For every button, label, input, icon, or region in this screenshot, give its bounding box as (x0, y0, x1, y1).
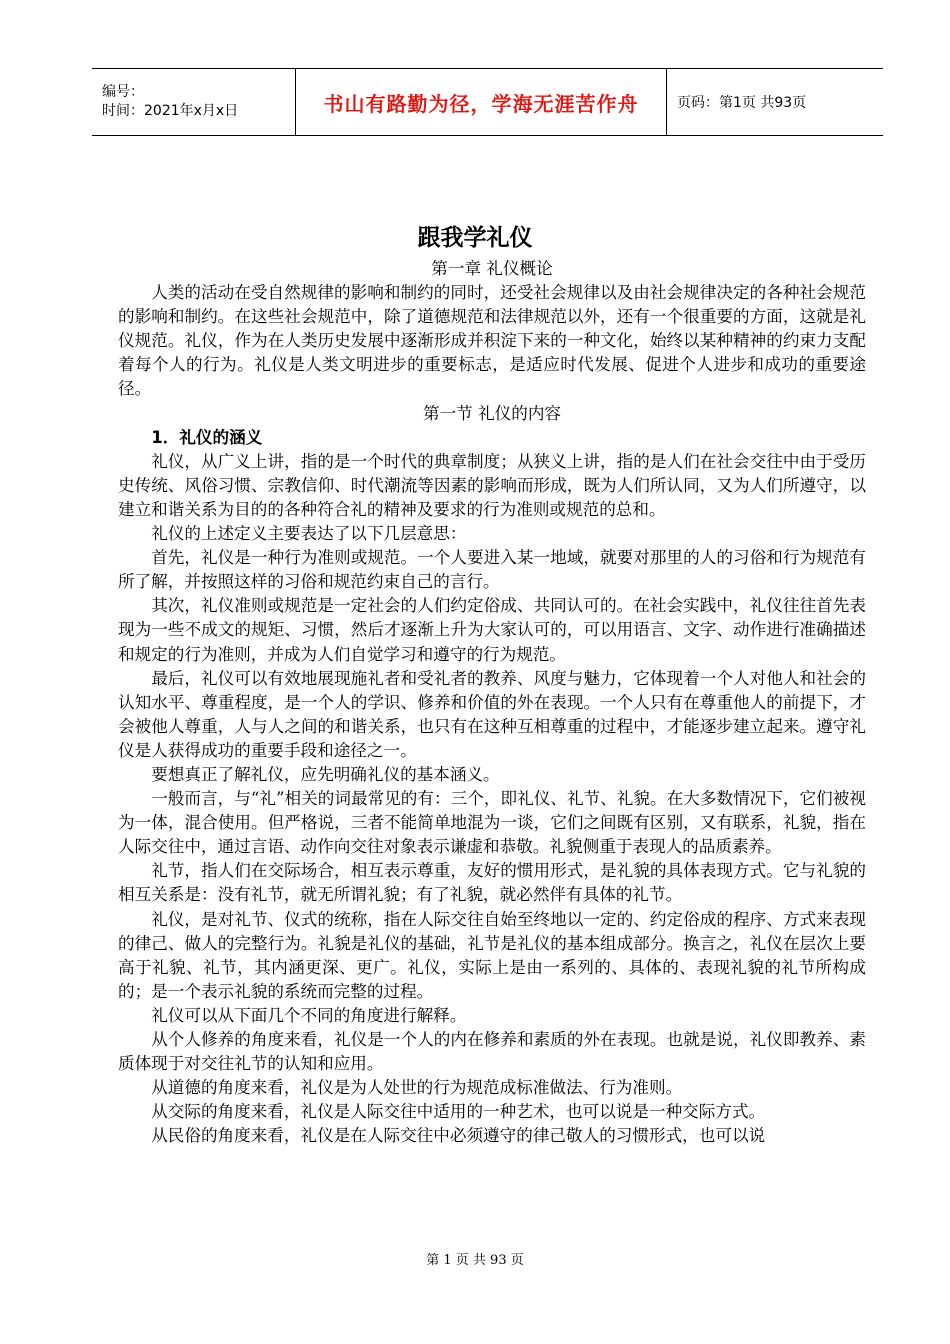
paragraph: 从道德的角度来看，礼仪是为人处世的行为规范成标准做法、行为准则。 (151, 1078, 683, 1098)
paragraph: 从交际的角度来看，礼仪是人际交往中适用的一种艺术，也可以说是一种交际方式。 (151, 1102, 766, 1122)
paragraph: 礼仪可以从下面几个不同的角度进行解释。 (151, 1005, 467, 1025)
intro-paragraph: 人类的活动在受自然规律的影响和制约的同时，还受社会规律以及由社会规律决定的各种社会规范的影响和制约。在这些社会规范中，除了道德规范和法律规范以外，还有一个很重要的方面，这就是礼仪规范。礼仪，作为在人类历史发展中逐渐形成并积淀下来的一种文化，始终以某种精神的约束力支配着每个人的行为。礼仪是人类文明进步的重要标志，是适应时代发展、促进个人进步和成功的重要途径。 (118, 283, 866, 399)
serial-label: 编号： (102, 84, 144, 100)
paragraph: 礼仪的上述定义主要表达了以下几层意思： (151, 524, 467, 544)
paragraph: 礼仪，是对礼节、仪式的统称，指在人际交往自始至终地以一定的、约定俗成的程序、方式来表现的律己、做人的完整行为。礼貌是礼仪的基础，礼节是礼仪的基本组成部分。换言之，礼仪在层次上要高于礼貌、礼节，其内涵更深、更广。礼仪，实际上是由一系列的、具体的、表现礼貌的礼节所构成的；是一个表示礼貌的系统而完整的过程。 (118, 909, 866, 1001)
paragraph: 从个人修养的角度来看，礼仪是一个人的内在修养和素质的外在表现。也就是说，礼仪即教养、素质体现于对交往礼节的认知和应用。 (118, 1030, 866, 1074)
document-title: 跟我学礼仪 (417, 225, 533, 251)
paragraph: 一般而言，与“礼”相关的词最常见的有：三个，即礼仪、礼节、礼貌。在大多数情况下，它们被视为一体，混合使用。但严格说，三者不能简单地混为一谈，它们之间既有区别，又有联系，礼貌，指在人际交往中，通过言语、动作向交往对象表示谦虚和恭敬。礼貌侧重于表现人的品质素养。 (118, 789, 866, 857)
time-label: 时间：2021年x月x日 (102, 103, 239, 119)
document-body (118, 257, 866, 1148)
header-page-cell (667, 69, 883, 135)
paragraph: 礼仪，从广义上讲，指的是一个时代的典章制度；从狭义上讲，指的是人们在社会交往中由于受历史传统、风俗习惯、宗教信仰、时代潮流等因素的影响而形成，既为人们所认同，又为人们所遵守，以建立和谐关系为目的的各种符合礼的精神及要求的行为准则或规范的总和。 (118, 451, 866, 519)
item-heading: 1．礼仪的涵义 (151, 427, 263, 447)
motto: 书山有路勤为径，学海无涯苦作舟 (323, 91, 639, 116)
page-footer: 第 1 页 共 93 页 (426, 1253, 524, 1268)
paragraph: 礼节，指人们在交际场合，相互表示尊重，友好的惯用形式，是礼貌的具体表现方式。它与礼貌的相互关系是：没有礼节，就无所谓礼貌；有了礼貌，就必然伴有具体的礼节。 (118, 861, 866, 905)
header-table (92, 68, 883, 136)
paragraph: 首先，礼仪是一种行为准则或规范。一个人要进入某一地域，就要对那里的人的习俗和行为规范有所了解，并按照这样的习俗和规范约束自己的言行。 (118, 548, 866, 592)
paragraph: 要想真正了解礼仪，应先明确礼仪的基本涵义。 (151, 764, 500, 784)
page-info: 页码：第1页 共93页 (677, 95, 807, 111)
paragraph: 从民俗的角度来看，礼仪是在人际交往中必须遵守的律己敬人的习惯形式，也可以说 (151, 1126, 766, 1146)
paragraph: 其次，礼仪准则或规范是一定社会的人们约定俗成、共同认可的。在社会实践中，礼仪往往首先表现为一些不成文的规矩、习惯，然后才逐渐上升为大家认可的，可以用语言、文字、动作进行准确描述和规定的行为准则，并成为人们自觉学习和遵守的行为规范。 (118, 596, 866, 664)
header-meta-cell (92, 69, 295, 135)
header-motto-cell (295, 69, 667, 135)
paragraph: 最后，礼仪可以有效地展现施礼者和受礼者的教养、风度与魅力，它体现着一个人对他人和社会的认知水平、尊重程度，是一个人的学识、修养和价值的外在表现。一个人只有在尊重他人的前提下，才会被他人尊重，人与人之间的和谐关系，也只有在这种互相尊重的过程中，才能逐步建立起来。遵守礼仪是人获得成功的重要手段和途径之一。 (118, 668, 866, 760)
section-heading: 第一节 礼仪的内容 (422, 403, 562, 423)
chapter-heading: 第一章 礼仪概论 (431, 259, 553, 278)
